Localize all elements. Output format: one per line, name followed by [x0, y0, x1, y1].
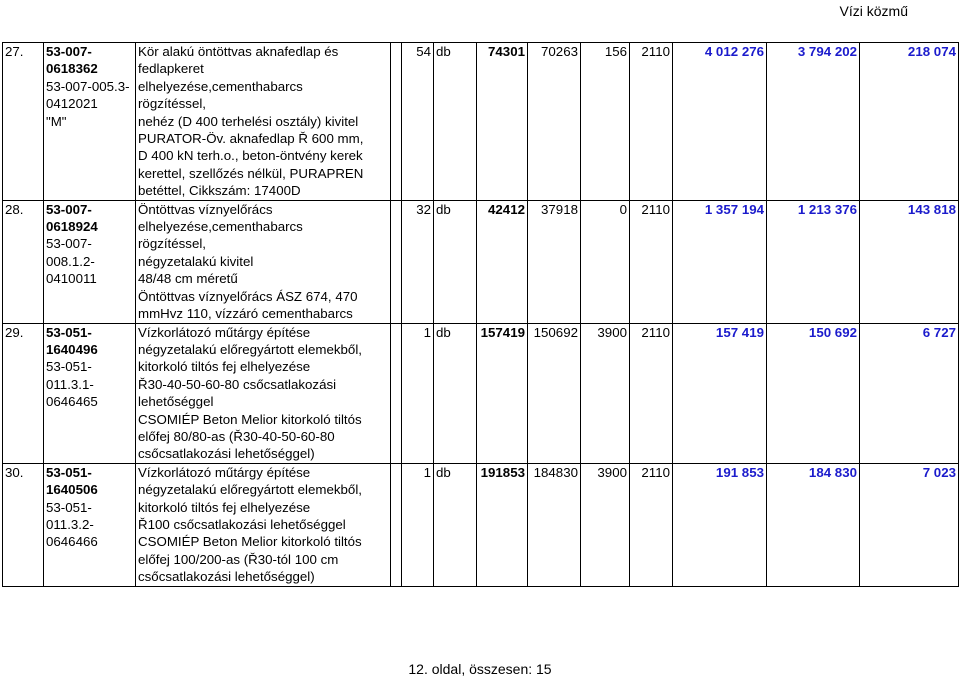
table-row: [3, 323, 959, 463]
unit-price: 42412: [477, 200, 528, 323]
item-code-primary-line: 0618362: [46, 61, 98, 77]
item-description: [136, 200, 391, 323]
item-code-primary-line: 53-051-: [46, 324, 92, 340]
total-value: 157 419: [673, 323, 767, 463]
item-code-primary-line: 1640496: [46, 341, 98, 357]
item-description-line: Ř100 csőcsatlakozási lehetőséggel: [138, 516, 346, 532]
item-description-line: csőcsatlakozási lehetőséggel): [138, 569, 315, 585]
labour-total: 218 074: [860, 43, 959, 201]
item-code: [44, 43, 136, 201]
item-description-line: 48/48 cm méretű: [138, 271, 238, 287]
table-row: [3, 43, 959, 201]
item-code-secondary-line: 53-051-011.3.1-: [46, 359, 94, 392]
material-price: 37918: [528, 200, 581, 323]
table-row: [3, 200, 959, 323]
items-table: [2, 42, 959, 587]
labour-price: 0: [581, 200, 630, 323]
item-code-primary-line: 0618924: [46, 219, 98, 235]
item-quantity: 1: [402, 463, 434, 586]
item-quantity: 54: [402, 43, 434, 201]
item-description-line: nehéz (D 400 terhelési osztály) kivitel: [138, 113, 359, 129]
item-number: 30.: [3, 463, 44, 586]
item-description-line: rögzítéssel,: [138, 96, 206, 112]
item-code-primary-line: 53-051-: [46, 464, 92, 480]
material-price: 70263: [528, 43, 581, 201]
item-description-line: négyzetalakú előregyártott elemekből,: [138, 341, 362, 357]
row-spacer: [391, 463, 402, 586]
item-description-line: betéttel, Cikkszám: 17400D: [138, 183, 301, 199]
item-description-line: kerettel, szellőzés nélkül, PURAPREN: [138, 165, 364, 181]
item-code: [44, 463, 136, 586]
item-code-primary-line: 53-007-: [46, 201, 92, 217]
item-unit: db: [434, 43, 477, 201]
item-description-line: lehetőséggel: [138, 394, 214, 410]
item-code: [44, 323, 136, 463]
labour-total: 7 023: [860, 463, 959, 586]
page-footer: 12. oldal, összesen: 15: [408, 661, 552, 677]
item-number: 27.: [3, 43, 44, 201]
table-row: [3, 463, 959, 586]
unit-price: 191853: [477, 463, 528, 586]
item-code-primary-line: 53-007-: [46, 44, 92, 59]
row-spacer: [391, 200, 402, 323]
item-description-line: négyzetalakú előregyártott elemekből,: [138, 482, 362, 498]
material-total: 3 794 202: [767, 43, 860, 201]
total-value: 1 357 194: [673, 200, 767, 323]
item-description-line: kitorkoló tiltós fej elhelyezése: [138, 359, 311, 375]
item-description-line: D 400 kN terh.o., beton-öntvény kerek: [138, 148, 363, 164]
item-description-line: előfej 100/200-as (Ř30-tól 100 cm: [138, 551, 339, 567]
item-description-line: Ř30-40-50-60-80 csőcsatlakozási: [138, 376, 337, 392]
item-code-secondary-line: 0410011: [46, 271, 97, 287]
item-description-line: Vízkorlátozó műtárgy építése: [138, 464, 311, 480]
item-description-line: előfej 80/80-as (Ř30-40-50-60-80: [138, 428, 335, 444]
item-unit: db: [434, 323, 477, 463]
item-description: [136, 323, 391, 463]
row-spacer: [391, 323, 402, 463]
labour-total: 6 727: [860, 323, 959, 463]
item-number: 29.: [3, 323, 44, 463]
material-total: 184 830: [767, 463, 860, 586]
item-unit: db: [434, 463, 477, 586]
item-number: 28.: [3, 200, 44, 323]
item-quantity: 32: [402, 200, 434, 323]
item-code-secondary-line: 0412021: [46, 96, 98, 112]
year-code: 2110: [630, 323, 673, 463]
item-code-secondary-line: "M": [46, 113, 67, 129]
page-header-title: Vízi közmű: [839, 3, 908, 19]
unit-price: 157419: [477, 323, 528, 463]
material-price: 184830: [528, 463, 581, 586]
item-description-line: csőcsatlakozási lehetőséggel): [138, 446, 315, 462]
item-code: [44, 200, 136, 323]
item-description-line: Öntöttvas víznyelőrács: [138, 201, 273, 217]
unit-price: 74301: [477, 43, 528, 201]
year-code: 2110: [630, 43, 673, 201]
item-description: [136, 463, 391, 586]
item-description-line: CSOMIÉP Beton Melior kitorkoló tiltós: [138, 411, 362, 427]
item-description-line: CSOMIÉP Beton Melior kitorkoló tiltós: [138, 534, 362, 550]
item-description-line: kitorkoló tiltós fej elhelyezése: [138, 499, 311, 515]
item-description-line: négyzetalakú kivitel: [138, 253, 254, 269]
labour-total: 143 818: [860, 200, 959, 323]
item-description-line: elhelyezése,cementhabarcs: [138, 219, 303, 235]
item-description-line: mmHvz 110, vízzáró cementhabarcs: [138, 306, 353, 322]
item-description-line: rögzítéssel,: [138, 236, 206, 252]
row-spacer: [391, 43, 402, 201]
labour-price: 156: [581, 43, 630, 201]
item-description-line: PURATOR-Öv. aknafedlap Ř 600 mm,: [138, 131, 364, 147]
total-value: 191 853: [673, 463, 767, 586]
material-price: 150692: [528, 323, 581, 463]
item-quantity: 1: [402, 323, 434, 463]
item-description-line: elhelyezése,cementhabarcs: [138, 78, 303, 94]
year-code: 2110: [630, 463, 673, 586]
item-description-line: fedlapkeret: [138, 61, 204, 77]
material-total: 1 213 376: [767, 200, 860, 323]
item-description-line: Kör alakú öntöttvas aknafedlap és: [138, 44, 339, 59]
material-total: 150 692: [767, 323, 860, 463]
item-unit: db: [434, 200, 477, 323]
item-description-line: Öntöttvas víznyelőrács ÁSZ 674, 470: [138, 288, 358, 304]
labour-price: 3900: [581, 323, 630, 463]
item-code-primary-line: 1640506: [46, 482, 98, 498]
item-code-secondary-line: 0646465: [46, 394, 98, 410]
total-value: 4 012 276: [673, 43, 767, 201]
item-code-secondary-line: 53-051-011.3.2-: [46, 499, 94, 532]
year-code: 2110: [630, 200, 673, 323]
item-code-secondary-line: 53-007-008.1.2-: [46, 236, 95, 269]
item-code-secondary-line: 53-007-005.3-: [46, 78, 130, 94]
item-code-secondary-line: 0646466: [46, 534, 98, 550]
labour-price: 3900: [581, 463, 630, 586]
item-description-line: Vízkorlátozó műtárgy építése: [138, 324, 311, 340]
item-description: [136, 43, 391, 201]
